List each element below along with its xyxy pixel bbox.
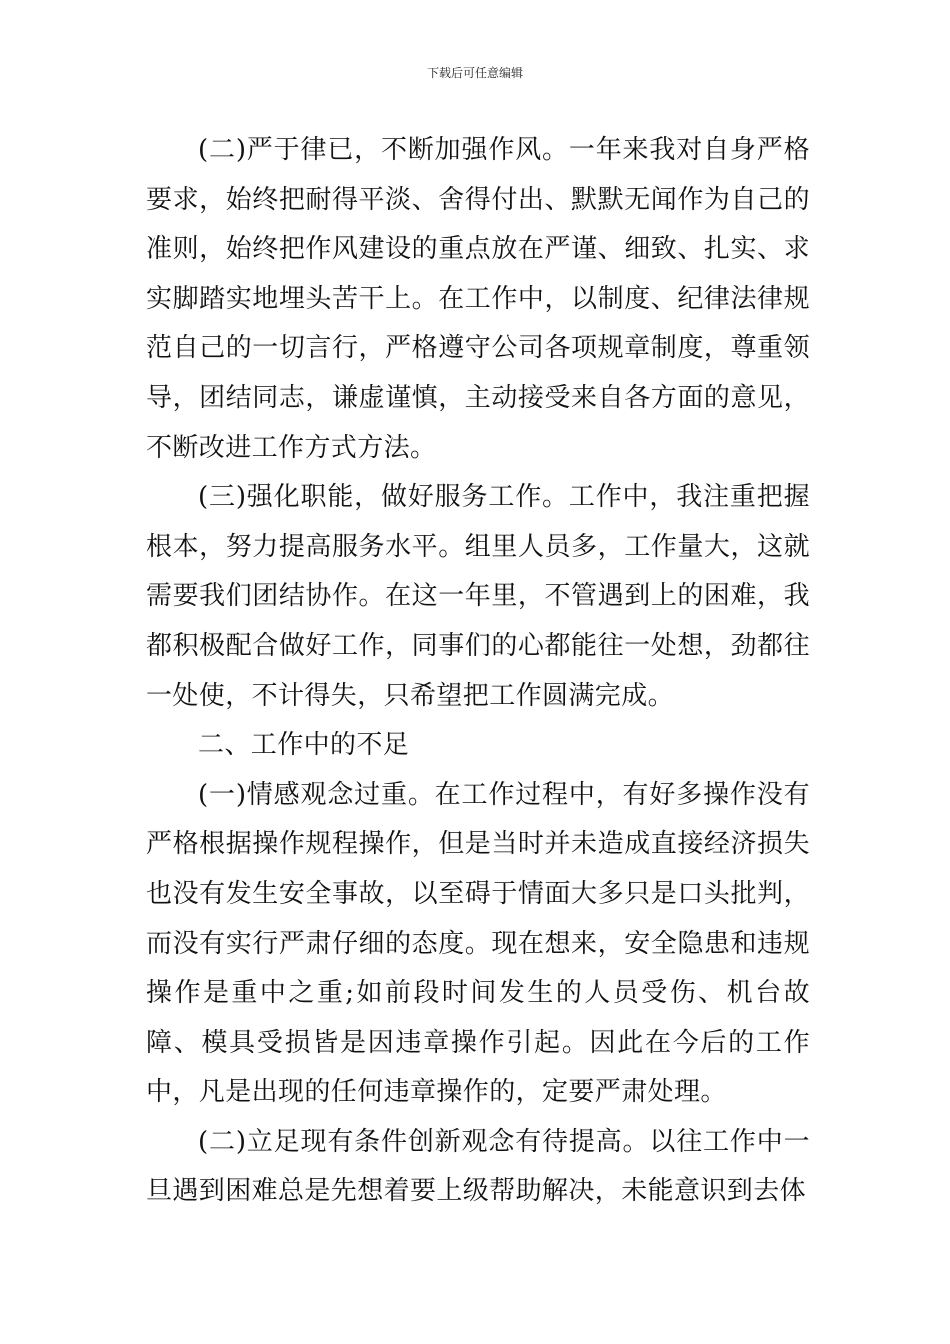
paragraph-service-work: (三)强化职能，做好服务工作。工作中，我注重把握根本，努力提高服务水平。组里人员多，工作量大，这就需要我们团结协作。在这一年里，不管遇到上的困难，我都积极配合做好工作，同事们的心都能往一处想，劲都往一处使，不计得失，只希望把工作圆满完成。 bbox=[146, 482, 810, 711]
document-body bbox=[146, 126, 810, 1217]
paragraph-innovation: (二)立足现有条件创新观念有待提高。以往工作中一旦遇到困难总是先想着要上级帮助解决，未能意识到去体 bbox=[146, 1126, 810, 1207]
paragraph-work-style: (二)严于律已，不断加强作风。一年来我对自身严格要求，始终把耐得平淡、舍得付出、默默无闻作为自己的准则，始终把作风建设的重点放在严谨、细致、扎实、求实脚踏实地埋头苦干上。在工作中，以制度、纪律法律规范自己的一切言行，严格遵守公司各项规章制度，尊重领导，团结同志，谦虚谨慎，主动接受来自各方面的意见，不断改进工作方式方法。 bbox=[146, 135, 810, 463]
section-heading-shortcomings: 二、工作中的不足 bbox=[198, 730, 410, 761]
paragraph-emotional-concepts: (一)情感观念过重。在工作过程中，有好多操作没有严格根据操作规程操作，但是当时并未造成直接经济损失也没有发生安全事故，以至碍于情面大多只是口头批判，而没有实行严肃仔细的态度。现在想来，安全隐患和违规操作是重中之重;如前段时间发生的人员受伤、机台故障、模具受损皆是因违章操作引起。因此在今后的工作中，凡是出现的任何违章操作的，定要严肃处理。 bbox=[146, 779, 810, 1108]
page-header: 下载后可任意编辑 bbox=[426, 66, 523, 80]
